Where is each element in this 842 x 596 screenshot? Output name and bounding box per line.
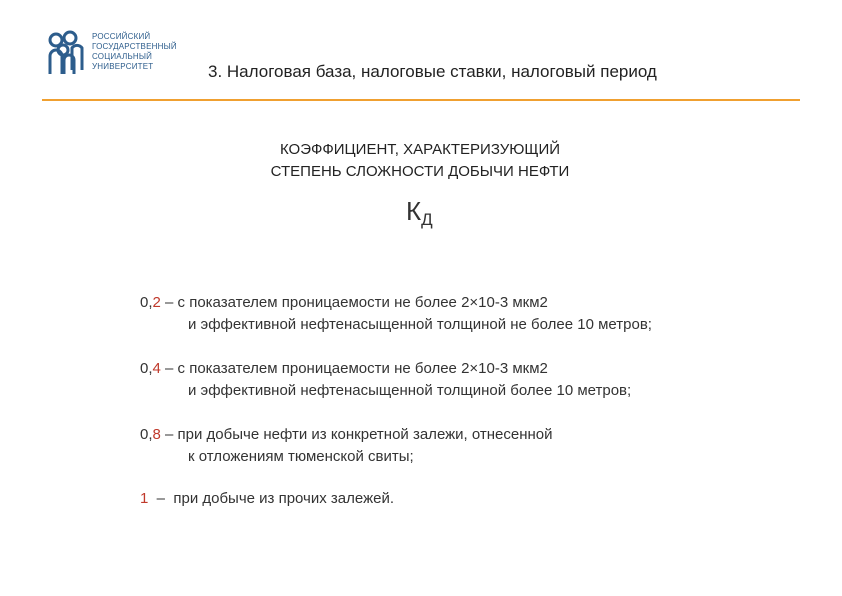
university-logo [46,30,196,78]
item-text: – при добыче нефти из конкретной залежи, отнесенной [160,426,553,443]
coefficient-value: 0,2 [140,294,161,311]
item-text-continued: к отложениям тюменской свиты; [188,448,414,465]
slide-title: 3. Налоговая база, налоговые ставки, налоговый период [208,62,657,81]
logo-text [92,32,177,72]
logo-line-3: СОЦИАЛЬНЫЙ [92,52,153,61]
logo-line-4: УНИВЕРСИТЕТ [92,62,154,71]
coefficient-item-1 [140,292,652,336]
logo-line-1: РОССИЙСКИЙ [92,32,151,41]
heading-line-2: СТЕПЕНЬ СЛОЖНОСТИ ДОБЫЧИ НЕФТИ [270,163,570,180]
header-divider [42,99,800,101]
people-logo-icon [46,30,86,76]
heading-line-1: КОЭФФИЦИЕНТ, ХАРАКТЕРИЗУЮЩИЙ [279,141,561,158]
item-text: – с показателем проницаемости не более 2×10-3 мкм2 [160,360,548,377]
coefficient-value: 1 [140,490,149,507]
coefficient-heading [200,139,640,183]
coefficient-item-4 [140,488,394,510]
symbol-main: К [406,196,422,226]
coefficient-item-3 [140,424,553,468]
coefficient-symbol [406,196,433,230]
item-text: – при добыче из прочих залежей. [148,490,394,507]
symbol-subscript: Д [421,210,433,229]
coefficient-value: 0,4 [140,360,161,377]
item-text: – с показателем проницаемости не более 2×10-3 мкм2 [160,294,548,311]
item-text-continued: и эффективной нефтенасыщенной толщиной не более 10 метров; [188,316,652,333]
coefficient-item-2 [140,358,631,402]
coefficient-value: 0,8 [140,426,161,443]
item-text-continued: и эффективной нефтенасыщенной толщиной более 10 метров; [188,382,632,399]
logo-line-2: ГОСУДАРСТВЕННЫЙ [92,42,177,51]
